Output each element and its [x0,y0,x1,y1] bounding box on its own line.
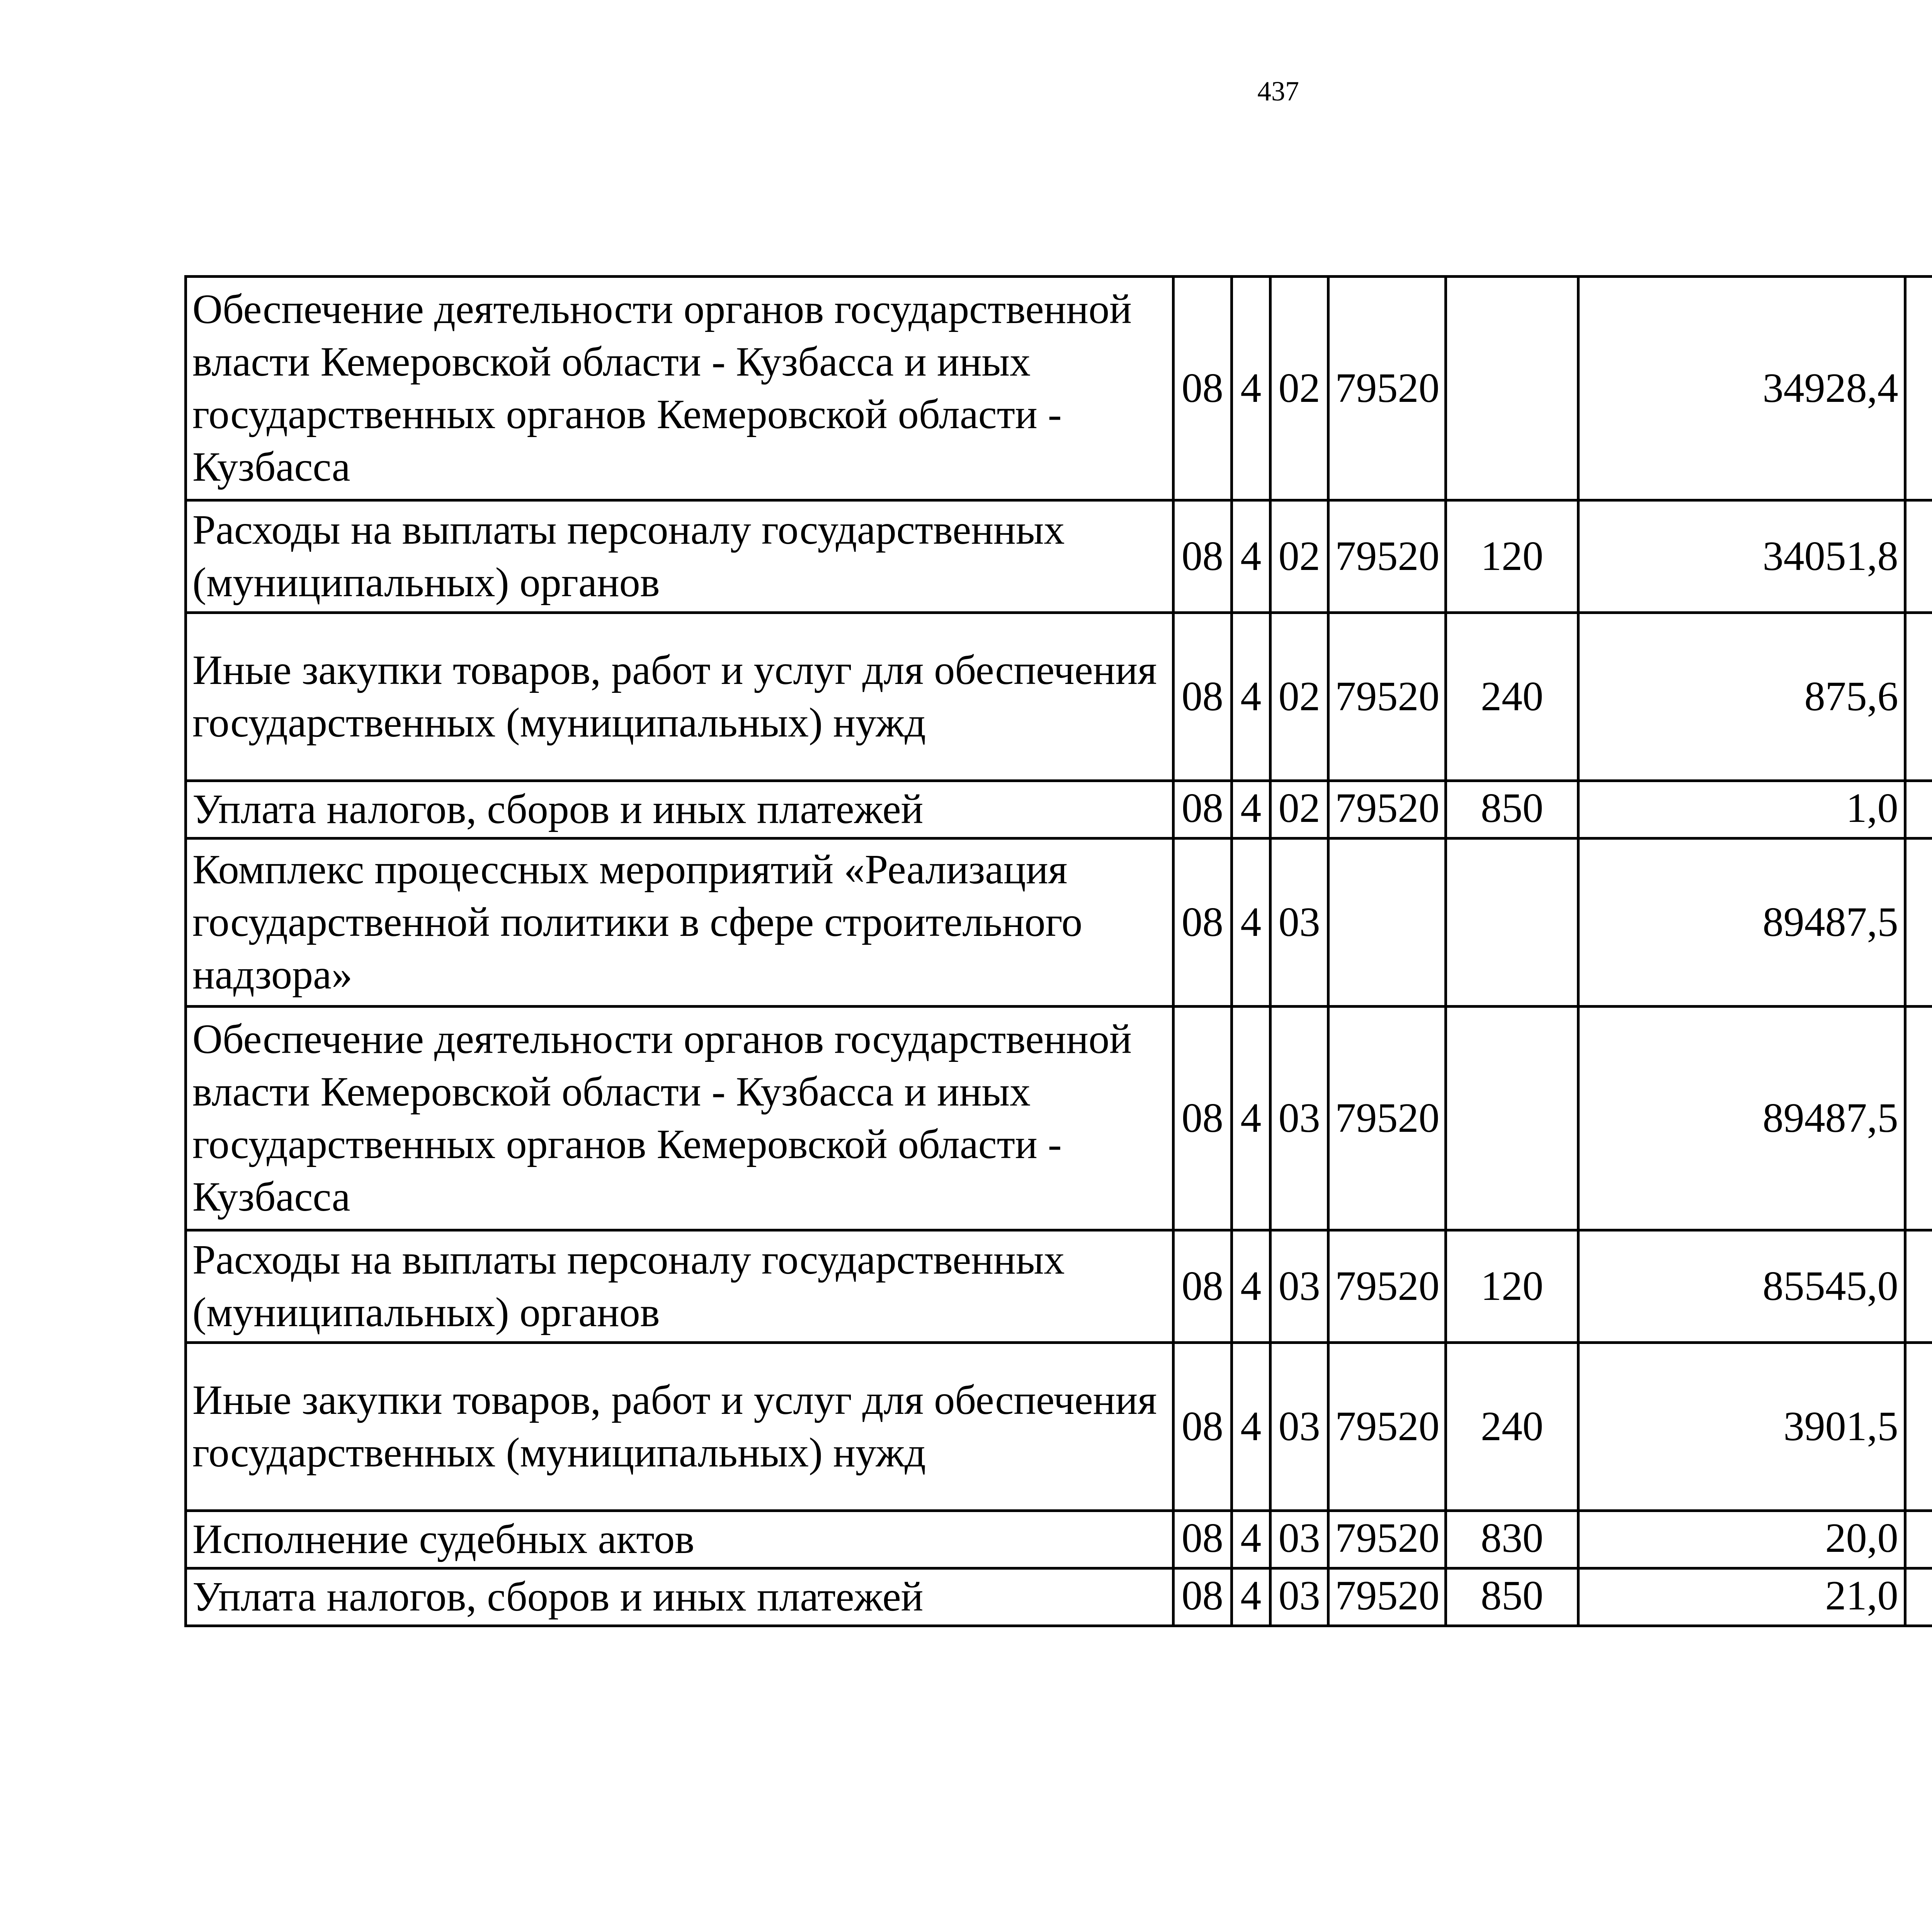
direction-code: 79520 [1328,1007,1446,1230]
amount-year2 [1905,1230,1932,1343]
amount-year2 [1905,613,1932,781]
row-name: Иные закупки товаров, работ и услуг для обеспечения государственных (муниципальных) нужд [186,613,1173,781]
expense-type-code: 120 [1446,1230,1578,1343]
amount-year2 [1905,839,1932,1007]
row-name: Комплекс процессных мероприятий «Реализация государственной политики в сфере строительного надзора» [186,839,1173,1007]
amount-year1: 34928,4 [1578,277,1905,500]
table-row [186,1007,1932,1230]
row-name: Расходы на выплаты персоналу государственных (муниципальных) органов [186,500,1173,613]
row-name: Иные закупки товаров, работ и услуг для обеспечения государственных (муниципальных) нужд [186,1343,1173,1511]
section-code: 08 [1173,1511,1231,1568]
subprogram-code: 02 [1270,613,1328,781]
amount-year2 [1905,277,1932,500]
amount-year2 [1905,1343,1932,1511]
row-name: Уплата налогов, сборов и иных платежей [186,1568,1173,1626]
direction-code: 79520 [1328,613,1446,781]
section-code: 08 [1173,500,1231,613]
table-row [186,277,1932,500]
program-code: 4 [1231,1007,1270,1230]
table-row [186,781,1932,839]
amount-year1: 21,0 [1578,1568,1905,1626]
program-code: 4 [1231,1568,1270,1626]
expense-type-code [1446,277,1578,500]
direction-code: 79520 [1328,1230,1446,1343]
amount-year1: 85545,0 [1578,1230,1905,1343]
program-code: 4 [1231,277,1270,500]
subprogram-code: 03 [1270,839,1328,1007]
expense-type-code: 850 [1446,1568,1578,1626]
amount-year2 [1905,1511,1932,1568]
subprogram-code: 03 [1270,1511,1328,1568]
program-code: 4 [1231,613,1270,781]
amount-year1: 89487,5 [1578,1007,1905,1230]
program-code: 4 [1231,1230,1270,1343]
row-name: Обеспечение деятельности органов государственной власти Кемеровской области - Кузбасса и иных государственных органов Кемеровской области - Кузбасса [186,1007,1173,1230]
amount-year1: 20,0 [1578,1511,1905,1568]
amount-year1: 34051,8 [1578,500,1905,613]
subprogram-code: 02 [1270,500,1328,613]
direction-code: 79520 [1328,1568,1446,1626]
row-name: Обеспечение деятельности органов государственной власти Кемеровской области - Кузбасса и иных государственных органов Кемеровской области - Кузбасса [186,277,1173,500]
amount-year2 [1905,1007,1932,1230]
section-code: 08 [1173,613,1231,781]
expense-type-code: 240 [1446,1343,1578,1511]
table-row [186,839,1932,1007]
section-code: 08 [1173,1568,1231,1626]
expense-type-code: 120 [1446,500,1578,613]
section-code: 08 [1173,781,1231,839]
subprogram-code: 03 [1270,1343,1328,1511]
row-name: Уплата налогов, сборов и иных платежей [186,781,1173,839]
section-code: 08 [1173,839,1231,1007]
direction-code: 79520 [1328,277,1446,500]
table-row [186,613,1932,781]
row-name: Расходы на выплаты персоналу государственных (муниципальных) органов [186,1230,1173,1343]
section-code: 08 [1173,277,1231,500]
amount-year1: 3901,5 [1578,1343,1905,1511]
program-code: 4 [1231,781,1270,839]
direction-code [1328,839,1446,1007]
expense-type-code [1446,1007,1578,1230]
section-code: 08 [1173,1230,1231,1343]
direction-code: 79520 [1328,1343,1446,1511]
amount-year1: 1,0 [1578,781,1905,839]
table-row [186,1343,1932,1511]
amount-year2 [1905,1568,1932,1626]
amount-year2 [1905,500,1932,613]
page-number: 437 [1257,76,1299,107]
expense-type-code [1446,839,1578,1007]
subprogram-code: 02 [1270,781,1328,839]
row-name: Исполнение судебных актов [186,1511,1173,1568]
table-row [186,500,1932,613]
amount-year2 [1905,781,1932,839]
subprogram-code: 03 [1270,1568,1328,1626]
amount-year1: 89487,5 [1578,839,1905,1007]
direction-code: 79520 [1328,781,1446,839]
expense-type-code: 850 [1446,781,1578,839]
table-row [186,1511,1932,1568]
direction-code: 79520 [1328,500,1446,613]
subprogram-code: 03 [1270,1007,1328,1230]
table-row [186,1230,1932,1343]
program-code: 4 [1231,1511,1270,1568]
program-code: 4 [1231,500,1270,613]
section-code: 08 [1173,1343,1231,1511]
section-code: 08 [1173,1007,1231,1230]
table-row [186,1568,1932,1626]
program-code: 4 [1231,839,1270,1007]
expense-type-code: 830 [1446,1511,1578,1568]
direction-code: 79520 [1328,1511,1446,1568]
amount-year1: 875,6 [1578,613,1905,781]
subprogram-code: 03 [1270,1230,1328,1343]
expense-type-code: 240 [1446,613,1578,781]
budget-table [184,275,1932,1627]
program-code: 4 [1231,1343,1270,1511]
subprogram-code: 02 [1270,277,1328,500]
